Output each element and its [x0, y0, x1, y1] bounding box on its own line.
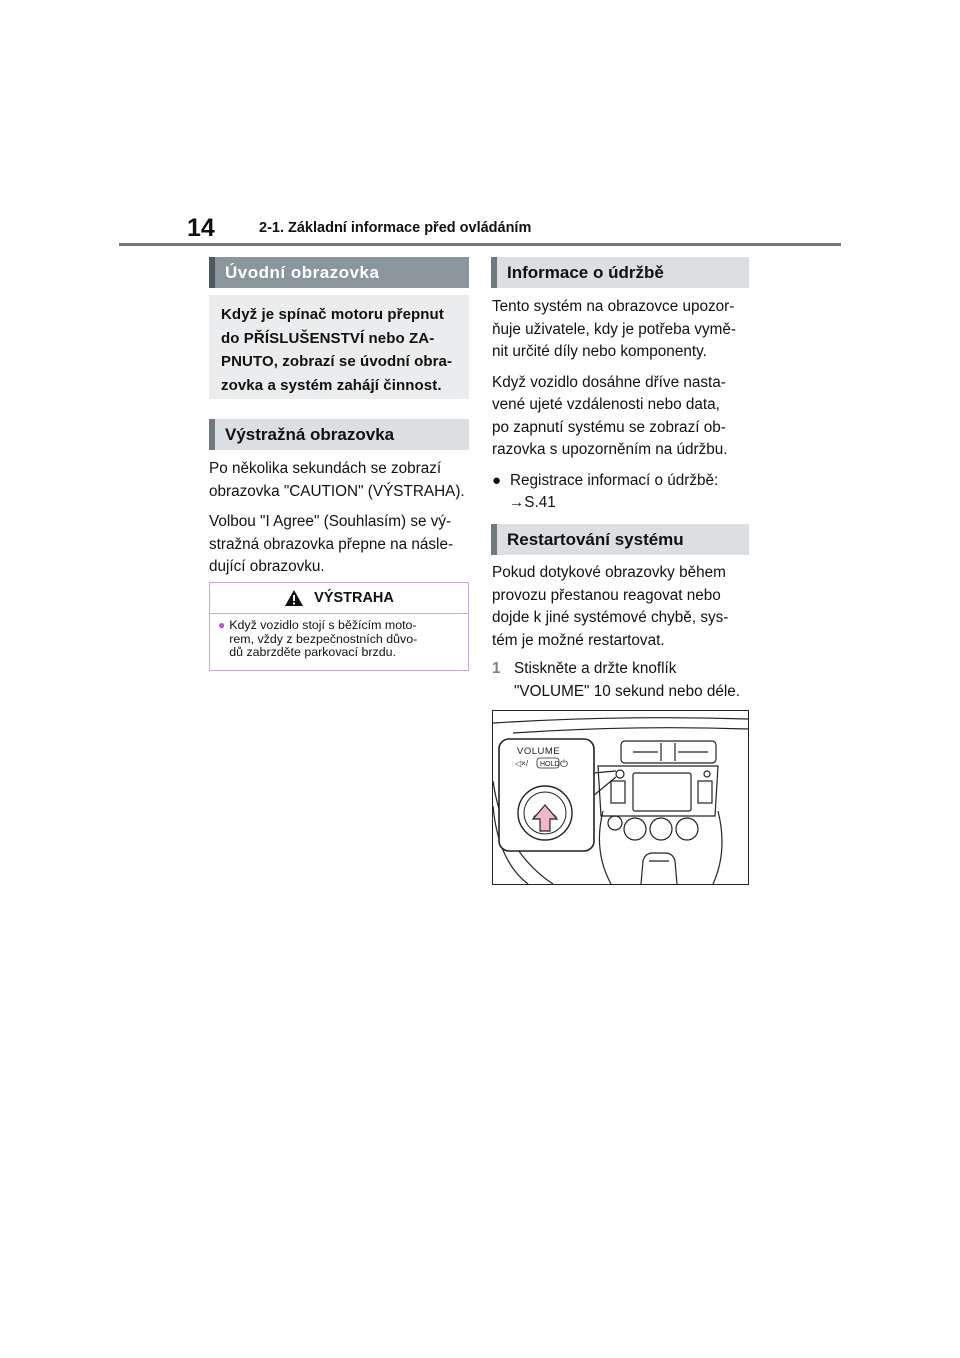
- maintenance-text: [492, 296, 754, 515]
- bullet-text: Registrace informací o údržbě:: [510, 471, 719, 489]
- warning-box: [209, 582, 469, 671]
- section-heading-maintenance-info: [491, 257, 749, 288]
- warning-title: VÝSTRAHA: [314, 590, 394, 606]
- warning-triangle-icon: [284, 589, 304, 607]
- bullet-dot-icon: ●: [492, 471, 502, 489]
- power-icon: ⏻: [560, 759, 568, 770]
- header-divider: [119, 243, 841, 246]
- chapter-title: 2-1. Základní informace před ovládáním: [259, 220, 532, 236]
- warning-header: [210, 583, 468, 614]
- step-number: 1: [492, 660, 501, 677]
- section-heading-text: Úvodní obrazovka: [225, 262, 380, 282]
- paragraph: [209, 458, 474, 503]
- text-line: obrazovka "CAUTION" (VÝSTRAHA).: [209, 482, 465, 500]
- warning-screen-text: [209, 458, 474, 579]
- text-line: Když vozidlo dosáhne dříve nasta-: [492, 373, 726, 391]
- dashboard-drawing: [493, 711, 748, 884]
- intro-highlight-box: [209, 295, 469, 399]
- text-line: Když vozidlo stojí s běžícím moto-: [229, 618, 417, 632]
- text-line: dující obrazovku.: [209, 558, 325, 575]
- warning-body: [210, 614, 468, 660]
- section-heading-warning-screen: [209, 419, 469, 450]
- intro-line: Když je spínač motoru přepnut: [221, 306, 444, 323]
- text-line: vené ujeté vzdálenosti nebo data,: [492, 396, 720, 413]
- page-reference-link[interactable]: →S.41: [509, 494, 556, 511]
- bullet-icon: ●: [218, 618, 226, 632]
- text-line: dů zabrzděte parkovací brzdu.: [229, 645, 396, 659]
- section-heading-text: Informace o údržbě: [507, 262, 664, 282]
- section-heading-intro-screen: [209, 257, 469, 288]
- section-heading-text: Výstražná obrazovka: [225, 424, 395, 444]
- text-line: razovka s upozorněním na údržbu.: [492, 441, 728, 458]
- volume-label: VOLUME: [517, 746, 561, 757]
- step-item: [492, 658, 754, 703]
- bullet-item: [492, 470, 754, 515]
- volume-knob-illustration: [492, 710, 749, 885]
- text-line: stražná obrazovka přepne na násle-: [209, 535, 454, 553]
- text-line: "VOLUME" 10 sekund nebo déle.: [514, 682, 741, 700]
- warning-text: [229, 619, 417, 660]
- intro-line: do PŘÍSLUŠENSTVÍ nebo ZA-: [221, 329, 435, 347]
- text-line: Po několika sekundách se zobrazí: [209, 460, 442, 477]
- text-line: po zapnutí systému se zobrazí ob-: [492, 418, 726, 436]
- section-heading-system-restart: [491, 524, 749, 555]
- section-heading-text: Restartování systému: [507, 529, 684, 549]
- paragraph: [492, 562, 754, 652]
- text-line: nit určité díly nebo komponenty.: [492, 343, 707, 360]
- text-line: Tento systém na obrazovce upozor-: [492, 298, 735, 315]
- page-number: 14: [187, 214, 215, 242]
- text-line: tém je možné restartovat.: [492, 631, 665, 649]
- paragraph: [492, 372, 754, 462]
- text-line: Volbou "I Agree" (Souhlasím) se vý-: [209, 513, 452, 530]
- paragraph: [492, 296, 754, 364]
- text-line: rem, vždy z bezpečnostních důvo-: [229, 631, 418, 646]
- text-line: dojde k jiné systémové chybě, sys-: [492, 609, 729, 626]
- intro-line: zovka a systém zahájí činnost.: [221, 376, 442, 394]
- step-text: [514, 658, 740, 703]
- bullet-line: [492, 470, 754, 493]
- text-line: provozu přestanou reagovat nebo: [492, 586, 721, 604]
- paragraph: [209, 511, 474, 579]
- text-line: ňuje uživatele, kdy je potřeba vymě-: [492, 320, 737, 338]
- hold-label: HOLD: [540, 761, 560, 768]
- restart-text: [492, 562, 754, 703]
- intro-line: PNUTO, zobrazí se úvodní obra-: [221, 353, 453, 370]
- mute-icon: ◁×/: [515, 759, 529, 768]
- text-line: Pokud dotykové obrazovky během: [492, 564, 726, 581]
- text-line: Stiskněte a držte knoflík: [514, 660, 677, 677]
